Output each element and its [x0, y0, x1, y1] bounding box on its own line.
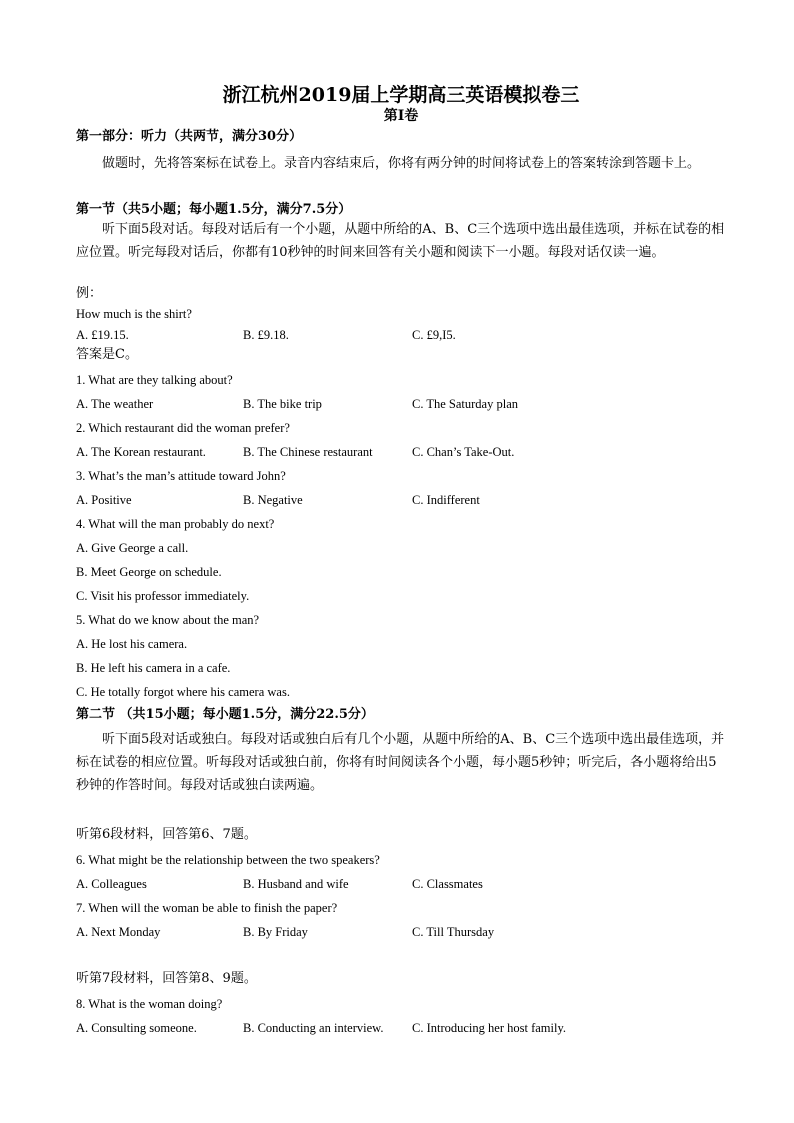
question-3: 3. What’s the man’s attitude toward John? [76, 469, 286, 483]
q2-option-b: B. The Chinese restaurant [243, 445, 373, 459]
q3-option-a: A. Positive [76, 493, 132, 507]
question-5: 5. What do we know about the man? [76, 613, 260, 627]
q7-option-b: B. By Friday [243, 925, 308, 939]
example-option-c: C. £9,I5. [412, 328, 456, 342]
q1-option-b: B. The bike trip [243, 397, 322, 411]
question-6: 6. What might be the relationship between the two speakers? [76, 853, 380, 867]
example-option-b: B. £9.18. [243, 328, 289, 342]
page-title: 浙江杭州2019届上学期高三英语模拟卷三 [222, 84, 580, 106]
q5-option-c: C. He totally forgot where his camera was. [76, 685, 290, 699]
q6-option-c: C. Classmates [412, 877, 483, 891]
section1-intro: 听下面5段对话。每段对话后有一个小题，从题中所给的A、B、C三个选项中选出最佳选项，并标在试卷的相应位置。听完每段对话后，你都有10秒钟的时间来回答有关小题和阅读下一小题。每段对话仅读一遍。 [76, 222, 725, 260]
q8-option-b: B. Conducting an interview. [243, 1021, 384, 1035]
part1-heading: 第一部分：听力（共两节，满分30分） [76, 129, 303, 144]
q7-option-c: C. Till Thursday [412, 925, 495, 939]
q8-option-c: C. Introducing her host family. [412, 1021, 567, 1035]
q6-option-a: A. Colleagues [76, 877, 147, 891]
example-question: How much is the shirt? [76, 307, 192, 321]
q4-option-b: B. Meet George on schedule. [76, 565, 222, 579]
q4-option-a: A. Give George a call. [76, 541, 189, 555]
q7-option-a: A. Next Monday [76, 925, 161, 939]
question-2: 2. Which restaurant did the woman prefer? [76, 421, 290, 435]
q5-option-a: A. He lost his camera. [76, 637, 188, 651]
q6-option-b: B. Husband and wife [243, 877, 349, 891]
q2-option-a: A. The Korean restaurant. [76, 445, 206, 459]
question-4: 4. What will the man probably do next? [76, 517, 275, 531]
section2-intro: 听下面5段对话或独白。每段对话或独白后有几个小题，从题中所给的A、B、C三个选项中选出最佳选项，并标在试卷的相应位置。听每段对话或独白前，你将有时间阅读各个小题，每小题5秒钟；听完后，各小题将给出5秒钟的作答时间。每段对话或独白读两遍。 [76, 732, 725, 793]
q8-option-a: A. Consulting someone. [76, 1021, 197, 1035]
example-option-a: A. £19.15. [76, 328, 129, 342]
q1-option-c: C. The Saturday plan [412, 397, 518, 411]
q1-option-a: A. The weather [76, 397, 154, 411]
question-1: 1. What are they talking about? [76, 373, 233, 387]
group7-label: 听第7段材料，回答第8、9题。 [76, 971, 257, 986]
part1-intro: 做题时，先将答案标在试卷上。录音内容结束后，你将有两分钟的时间将试卷上的答案转涂到答题卡上。 [102, 156, 701, 171]
q3-option-c: C. Indifferent [412, 493, 480, 507]
q5-option-b: B. He left his camera in a cafe. [76, 661, 231, 675]
question-7: 7. When will the woman be able to finish the paper? [76, 901, 338, 915]
page-subtitle: 第Ⅰ卷 [383, 108, 419, 124]
section2-heading: 第二节 （共15小题；每小题1.5分，满分22.5分） [76, 707, 374, 722]
example-label: 例： [76, 286, 103, 301]
section1-heading: 第一节（共5小题；每小题1.5分，满分7.5分） [76, 202, 352, 217]
question-8: 8. What is the woman doing? [76, 997, 223, 1011]
q4-option-c: C. Visit his professor immediately. [76, 589, 250, 603]
q2-option-c: C. Chan’s Take-Out. [412, 445, 515, 459]
q3-option-b: B. Negative [243, 493, 303, 507]
group6-label: 听第6段材料，回答第6、7题。 [76, 827, 257, 842]
example-answer: 答案是C。 [76, 347, 138, 362]
